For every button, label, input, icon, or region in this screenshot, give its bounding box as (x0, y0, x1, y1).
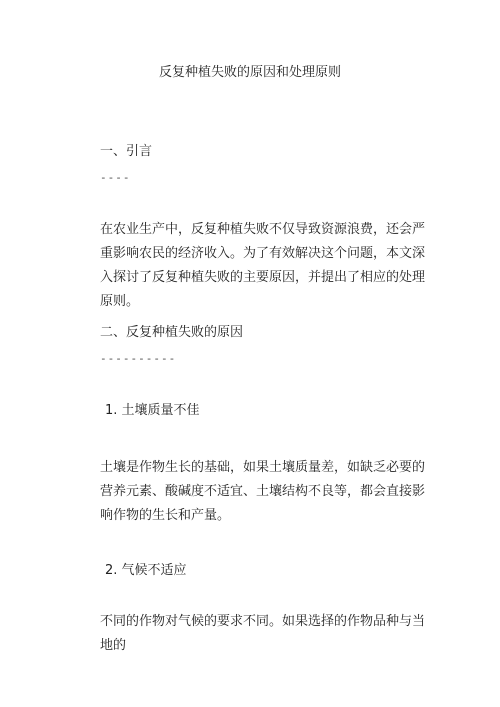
subsection-heading-soil: 1. 土壤质量不佳 (105, 403, 200, 418)
paragraph-introduction: 在农业生产中，反复种植失败不仅导致资源浪费，还会严重影响农民的经济收入。为了有效解决这个问题，本文深入探讨了反复种植失败的主要原因，并提出了相应的处理原则。 (100, 222, 426, 309)
paragraph-soil: 土壤是作物生长的基础，如果土壤质量差，如缺乏必要的营养元素、酸碱度不适宜、土壤结构不良等，都会直接影响作物的生长和产量。 (100, 460, 426, 523)
section-heading-causes: 二、反复种植失败的原因 (100, 325, 244, 340)
section-rule-introduction: ---- (100, 171, 131, 184)
document-title: 反复种植失败的原因和处理原则 (158, 65, 341, 80)
section-heading-introduction: 一、引言 (100, 144, 153, 159)
section-rule-causes: ---------- (100, 352, 177, 365)
paragraph-climate: 不同的作物对气候的要求不同。如果选择的作物品种与当地的 (100, 614, 426, 653)
subsection-heading-climate: 2. 气候不适应 (105, 563, 187, 578)
